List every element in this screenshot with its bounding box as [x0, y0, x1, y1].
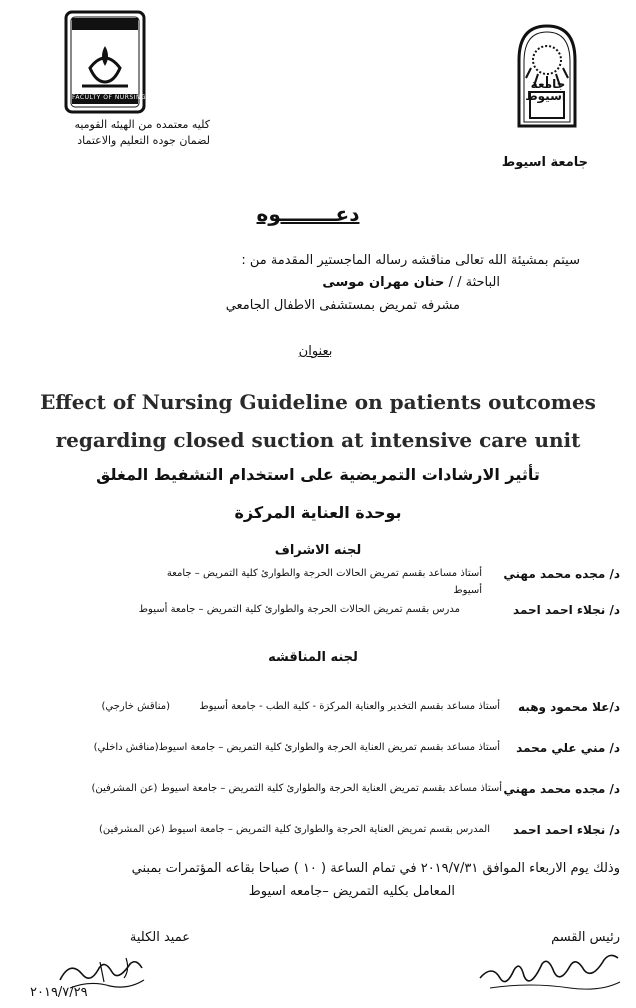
examiner-name-4: د/ نجلاء احمد احمد [513, 823, 620, 837]
dept-head-label: رئيس القسم [551, 930, 620, 945]
english-title-line-2: regarding closed suction at intensive care unit [55, 428, 581, 452]
researcher-prefix: الباحثة / / [448, 275, 500, 290]
researcher-position: مشرفه تمريض بمستشفى الاطفال الجامعي [225, 298, 460, 313]
supervisor-role-1-cont: أسيوط [453, 585, 482, 596]
supervisor-role-1: أستاذ مساعد بقسم تمريض الحالات الحرجة والطوارئ كلية التمريض – جامعة [166, 568, 482, 579]
examiner-name-2: د/ مني علي محمد [516, 741, 620, 755]
supervisor-name-1: د/ مجده محمد مهني [503, 567, 620, 581]
english-title-line-1: Effect of Nursing Guideline on patients outcomes [40, 390, 596, 414]
event-line-2: المعامل بكليه التمريض –جامعه اسيوط [248, 884, 455, 899]
title-label: بعنوان [298, 344, 333, 359]
examiner-note-1: (مناقش خارجي) [101, 701, 170, 712]
faculty-logo-caption: FACULTY OF NURSING [72, 94, 147, 101]
examiner-name-1: د/علا محمود وهبه [518, 700, 620, 714]
examiner-name-3: د/ مجده محمد مهني [503, 782, 620, 796]
discussion-heading: لجنه المناقشه [268, 650, 358, 665]
examiner-role-3: أستاذ مساعد بقسم تمريض العناية الحرجة والطوارئ كلية التمريض – جامعة اسيوط (عن المشرفين) [91, 783, 502, 794]
researcher-line [200, 275, 500, 290]
event-line-1: وذلك يوم الاربعاء الموافق ٢٠١٩/٧/٣١ في تمام الساعة ( ١٠ ) صباحا بقاعه المؤتمرات بمبني [131, 861, 620, 876]
accreditation-line-2: لضمان جوده التعليم والاعتماد [77, 134, 210, 147]
researcher-name: حنان مهران موسى [322, 275, 445, 290]
arabic-title-line-2: بوحدة العناية المركزة [234, 503, 402, 522]
dept-head-signature [470, 944, 630, 1004]
accreditation-line-1: كليه معتمده من الهيئه القوميه [74, 118, 210, 131]
supervisor-role-2: مدرس بقسم تمريض الحالات الحرجة والطوارئ كلية التمريض – جامعة أسيوط [138, 604, 460, 615]
supervision-heading: لجنه الاشراف [274, 543, 362, 558]
university-logo-text: جامعة اسيوط [525, 77, 566, 103]
assiut-university-logo [516, 22, 578, 128]
invitation-title: دعــــــــوه [256, 202, 360, 226]
examiner-role-2: أستاذ مساعد بقسم تمريض العناية الحرجة والطوارئ كلية التمريض – جامعة اسيوط(مناقش داخلي) [93, 742, 500, 753]
examiner-role-1: أستاذ مساعد بقسم التخدير والعناية المركزة - كلية الطب - جامعة أسيوط [199, 701, 500, 712]
dean-label: عميد الكلية [129, 930, 190, 945]
arabic-title-line-1: تأثير الارشادات التمريضية على استخدام التشفيط المغلق [96, 465, 540, 484]
intro-text: سيتم بمشيئة الله تعالى مناقشه رساله الماجستير المقدمة من : [241, 253, 580, 268]
examiner-role-4: المدرس بقسم تمريض العناية الحرجة والطوارئ كلية التمريض – جامعة اسيوط (عن المشرفين) [98, 824, 490, 835]
dean-signature-date: ٢٠١٩/٧/٢٩ [30, 985, 88, 1000]
supervisor-name-2: د/ نجلاء احمد احمد [513, 603, 620, 617]
university-name: جامعة اسيوط [501, 155, 588, 170]
